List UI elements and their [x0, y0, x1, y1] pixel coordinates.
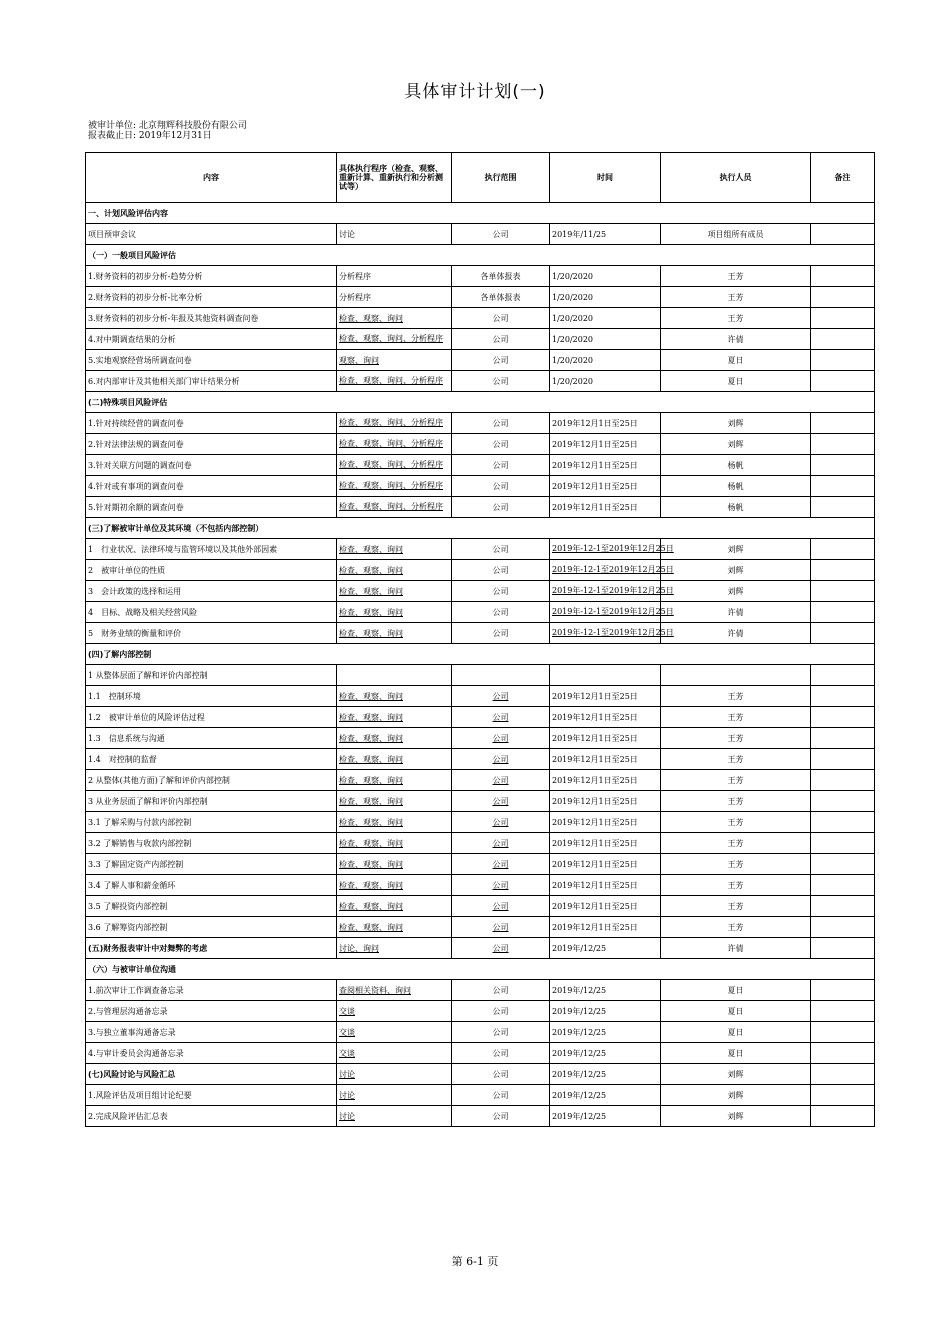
table-row: [86, 623, 875, 644]
cell-remark: [811, 350, 875, 371]
section-heading: (三)了解被审计单位及其环境（不包括内部控制）: [86, 518, 875, 539]
cell-time: 2019年12月1日至25日: [550, 812, 661, 833]
table-row: [86, 665, 875, 686]
cell-time: 2019年12月1日至25日: [550, 707, 661, 728]
cell-remark: [811, 434, 875, 455]
table-row: [86, 644, 875, 665]
cell-scope: 公司: [452, 1064, 550, 1085]
cell-procedure: 检查、观察、询问、分析程序: [337, 329, 452, 350]
cell-procedure: 检查、观察、询问、分析程序: [337, 434, 452, 455]
cell-time: 2019年/12/25: [550, 1064, 661, 1085]
cell-remark: [811, 1022, 875, 1043]
cell-remark: [811, 1064, 875, 1085]
cell-staff: 王芳: [661, 266, 811, 287]
cell-time: 1/20/2020: [550, 266, 661, 287]
cell-remark: [811, 224, 875, 245]
cell-scope: 公司: [452, 623, 550, 644]
cell-time: 2019年12月1日至25日: [550, 476, 661, 497]
cell-scope: 公司: [452, 980, 550, 1001]
table-row: [86, 938, 875, 959]
section-heading: 一、计划风险评估内容: [86, 203, 875, 224]
cell-content: 3.与独立董事沟通备忘录: [86, 1022, 337, 1043]
cell-scope: 公司: [452, 875, 550, 896]
cell-staff: 许倩: [661, 602, 811, 623]
cell-scope: 公司: [452, 434, 550, 455]
page-number: 第 6-1 页: [451, 1255, 499, 1268]
cell-content: 1.3 信息系统与沟通: [86, 728, 337, 749]
cell-content: 1.1 控制环境: [86, 686, 337, 707]
section-heading: (四)了解内部控制: [86, 644, 875, 665]
header-content: 内容: [86, 153, 337, 203]
cell-staff: 王芳: [661, 875, 811, 896]
cell-staff: 王芳: [661, 707, 811, 728]
cell-time: 2019年/11/25: [550, 224, 661, 245]
cell-scope: 各单体报表: [452, 287, 550, 308]
cell-staff: 王芳: [661, 749, 811, 770]
cell-content: 1 从整体层面了解和评价内部控制: [86, 665, 337, 686]
table-row: [86, 686, 875, 707]
table-row: [86, 266, 875, 287]
cell-remark: [811, 770, 875, 791]
cell-content: 2.完成风险评估汇总表: [86, 1106, 337, 1127]
table-row: [86, 413, 875, 434]
cell-staff: 王芳: [661, 791, 811, 812]
cell-procedure: 讨论: [337, 1064, 452, 1085]
cell-procedure: 检查、观察、询问: [337, 770, 452, 791]
cell-procedure: 检查、观察、询问: [337, 686, 452, 707]
cell-remark: [811, 1106, 875, 1127]
cell-scope: 公司: [452, 938, 550, 959]
cell-staff: 杨帆: [661, 455, 811, 476]
cell-procedure: 检查、观察、询问: [337, 728, 452, 749]
cell-staff: 王芳: [661, 854, 811, 875]
cell-scope: 公司: [452, 539, 550, 560]
cell-remark: [811, 266, 875, 287]
cell-staff: 夏日: [661, 980, 811, 1001]
cell-scope: 公司: [452, 812, 550, 833]
cell-procedure: 检查、观察、询问、分析程序: [337, 455, 452, 476]
cell-remark: [811, 938, 875, 959]
cell-time: 2019年12月1日至25日: [550, 875, 661, 896]
cell-content: 3.5 了解投资内部控制: [86, 896, 337, 917]
cell-content: 1.针对持续经营的调查问卷: [86, 413, 337, 434]
cell-scope: 公司: [452, 896, 550, 917]
cell-remark: [811, 308, 875, 329]
table-row: [86, 350, 875, 371]
cell-time: 2019年12月1日至25日: [550, 686, 661, 707]
cell-scope: 公司: [452, 455, 550, 476]
cell-procedure: 检查、观察、询问: [337, 812, 452, 833]
cell-time: 2019年12月1日至25日: [550, 497, 661, 518]
table-row: [86, 707, 875, 728]
cell-scope: 各单体报表: [452, 266, 550, 287]
cell-remark: [811, 602, 875, 623]
cell-remark: [811, 287, 875, 308]
cell-content: 4 目标、战略及相关经营风险: [86, 602, 337, 623]
audited-entity: 被审计单位: 北京翔辉科技股份有限公司: [88, 121, 247, 131]
cell-procedure: 查阅相关资料、询问: [337, 980, 452, 1001]
cell-remark: [811, 329, 875, 350]
cell-scope: 公司: [452, 728, 550, 749]
cell-time: 2019年/12/25: [550, 1022, 661, 1043]
cell-procedure: 检查、观察、询问: [337, 833, 452, 854]
cell-remark: [811, 854, 875, 875]
table-row: [86, 497, 875, 518]
audit-plan-table: [85, 152, 875, 1127]
table-row: [86, 791, 875, 812]
table-row: [86, 959, 875, 980]
cell-time: 2019年-12-1至2019年12月25日: [550, 581, 661, 602]
cell-staff: 夏日: [661, 1043, 811, 1064]
cell-remark: [811, 455, 875, 476]
cell-content: 3 会计政策的选择和运用: [86, 581, 337, 602]
cell-scope: 公司: [452, 560, 550, 581]
table-row: [86, 287, 875, 308]
document-meta: [88, 121, 247, 141]
cell-content: 5.针对期初余额的调查问卷: [86, 497, 337, 518]
table-row: [86, 749, 875, 770]
cell-scope: [452, 665, 550, 686]
cell-time: 2019年-12-1至2019年12月25日: [550, 623, 661, 644]
header-time: 时间: [550, 153, 661, 203]
cell-content: 4.针对或有事项的调查问卷: [86, 476, 337, 497]
table-row: [86, 875, 875, 896]
cell-content: 3.1 了解采购与付款内部控制: [86, 812, 337, 833]
cell-content: 5 财务业绩的衡量和评价: [86, 623, 337, 644]
table-body: [86, 203, 875, 1127]
table-row: [86, 455, 875, 476]
cell-content: 2.针对法律法规的调查问卷: [86, 434, 337, 455]
cell-remark: [811, 833, 875, 854]
table-row: [86, 476, 875, 497]
cell-procedure: 检查、观察、询问: [337, 308, 452, 329]
table-row: [86, 917, 875, 938]
table-row: [86, 539, 875, 560]
cell-staff: 王芳: [661, 287, 811, 308]
cell-procedure: 检查、观察、询问: [337, 581, 452, 602]
cell-time: 2019年12月1日至25日: [550, 854, 661, 875]
cell-scope: 公司: [452, 350, 550, 371]
table-row: [86, 1022, 875, 1043]
table-row: [86, 560, 875, 581]
cell-content: 3.2 了解销售与收款内部控制: [86, 833, 337, 854]
table-row: [86, 602, 875, 623]
table-row: [86, 833, 875, 854]
section-heading: (五)财务报表审计中对舞弊的考虑: [86, 938, 337, 959]
cell-time: 1/20/2020: [550, 371, 661, 392]
cell-content: 1.风险评估及项目组讨论纪要: [86, 1085, 337, 1106]
cell-staff: 刘辉: [661, 1085, 811, 1106]
header-remark: 备注: [811, 153, 875, 203]
cell-procedure: 讨论、询问: [337, 938, 452, 959]
cell-staff: 王芳: [661, 308, 811, 329]
section-heading: (七)风险讨论与风险汇总: [86, 1064, 337, 1085]
cell-procedure: 检查、观察、询问: [337, 896, 452, 917]
cell-procedure: 讨论: [337, 1085, 452, 1106]
cell-content: 2 从整体(其他方面)了解和评价内部控制: [86, 770, 337, 791]
cell-content: 5.实地观察经营场所调查问卷: [86, 350, 337, 371]
cell-remark: [811, 749, 875, 770]
cell-time: 2019年12月1日至25日: [550, 749, 661, 770]
cell-staff: 王芳: [661, 686, 811, 707]
table-row: [86, 1043, 875, 1064]
cell-procedure: 分析程序: [337, 266, 452, 287]
cell-content: 1 行业状况、法律环境与监管环境以及其他外部因素: [86, 539, 337, 560]
cell-procedure: 讨论: [337, 224, 452, 245]
cell-time: 2019年-12-1至2019年12月25日: [550, 602, 661, 623]
cell-staff: 项目组所有成员: [661, 224, 811, 245]
cell-staff: 杨帆: [661, 476, 811, 497]
cell-procedure: 检查、观察、询问: [337, 539, 452, 560]
cell-time: 2019年12月1日至25日: [550, 413, 661, 434]
cell-scope: 公司: [452, 476, 550, 497]
cell-staff: 王芳: [661, 833, 811, 854]
cell-time: 2019年12月1日至25日: [550, 896, 661, 917]
cell-procedure: 分析程序: [337, 287, 452, 308]
cell-staff: 王芳: [661, 917, 811, 938]
cell-staff: 刘辉: [661, 1106, 811, 1127]
cell-procedure: 交谈: [337, 1022, 452, 1043]
cell-content: 3.财务资料的初步分析-年报及其他资料调查问卷: [86, 308, 337, 329]
cell-scope: 公司: [452, 224, 550, 245]
cell-remark: [811, 917, 875, 938]
table-row: [86, 896, 875, 917]
table-row: [86, 1001, 875, 1022]
cell-staff: 王芳: [661, 770, 811, 791]
cell-remark: [811, 707, 875, 728]
cell-content: 4.与审计委员会沟通备忘录: [86, 1043, 337, 1064]
cell-procedure: 观察、询问: [337, 350, 452, 371]
cell-content: 1.4 对控制的监督: [86, 749, 337, 770]
table-row: [86, 224, 875, 245]
cell-staff: 刘辉: [661, 539, 811, 560]
cell-staff: 刘辉: [661, 560, 811, 581]
cell-procedure: 检查、观察、询问、分析程序: [337, 371, 452, 392]
table-row: [86, 812, 875, 833]
cell-staff: 刘辉: [661, 434, 811, 455]
cell-remark: [811, 875, 875, 896]
cell-remark: [811, 728, 875, 749]
cell-time: 2019年/12/25: [550, 1085, 661, 1106]
table-row: [86, 980, 875, 1001]
cell-time: 2019年12月1日至25日: [550, 833, 661, 854]
cell-content: 1.财务资料的初步分析-趋势分析: [86, 266, 337, 287]
cell-time: 1/20/2020: [550, 287, 661, 308]
cell-procedure: 检查、观察、询问: [337, 875, 452, 896]
cell-scope: 公司: [452, 707, 550, 728]
cell-staff: 夏日: [661, 371, 811, 392]
cell-remark: [811, 623, 875, 644]
cell-time: [550, 665, 661, 686]
cell-staff: 刘辉: [661, 581, 811, 602]
table-row: [86, 392, 875, 413]
header-scope: 执行范围: [452, 153, 550, 203]
cell-scope: 公司: [452, 581, 550, 602]
cell-staff: 许倩: [661, 329, 811, 350]
cell-remark: [811, 497, 875, 518]
cell-scope: 公司: [452, 791, 550, 812]
header-procedure: 具体执行程序（检查、观察、重新计算、重新执行和分析测试等）: [337, 153, 452, 203]
cell-staff: 刘辉: [661, 1064, 811, 1085]
cell-staff: 王芳: [661, 896, 811, 917]
cell-content: 3.6 了解筹资内部控制: [86, 917, 337, 938]
cell-content: 1.前次审计工作调查备忘录: [86, 980, 337, 1001]
table-row: [86, 1085, 875, 1106]
cell-procedure: 讨论: [337, 1106, 452, 1127]
table-header-row: [86, 153, 875, 203]
table-row: [86, 1106, 875, 1127]
cell-scope: 公司: [452, 917, 550, 938]
cell-staff: [661, 665, 811, 686]
cell-content: 2 被审计单位的性质: [86, 560, 337, 581]
cell-staff: 王芳: [661, 728, 811, 749]
cell-time: 1/20/2020: [550, 350, 661, 371]
cell-procedure: 检查、观察、询问: [337, 602, 452, 623]
cell-remark: [811, 539, 875, 560]
table-row: [86, 329, 875, 350]
header-staff: 执行人员: [661, 153, 811, 203]
cell-time: 2019年-12-1至2019年12月25日: [550, 539, 661, 560]
table-row: [86, 854, 875, 875]
cell-staff: 夏日: [661, 350, 811, 371]
cell-scope: 公司: [452, 686, 550, 707]
table-row: [86, 203, 875, 224]
table-row: [86, 1064, 875, 1085]
table-row: [86, 728, 875, 749]
cell-remark: [811, 560, 875, 581]
table-row: [86, 371, 875, 392]
cell-scope: 公司: [452, 602, 550, 623]
cell-procedure: 检查、观察、询问: [337, 707, 452, 728]
cell-scope: 公司: [452, 1085, 550, 1106]
cell-scope: 公司: [452, 770, 550, 791]
cell-scope: 公司: [452, 1001, 550, 1022]
cell-remark: [811, 476, 875, 497]
cell-time: 2019年12月1日至25日: [550, 728, 661, 749]
cell-scope: 公司: [452, 1022, 550, 1043]
cell-procedure: [337, 665, 452, 686]
cell-content: 项目预审会议: [86, 224, 337, 245]
cell-staff: 夏日: [661, 1022, 811, 1043]
cell-time: 2019年12月1日至25日: [550, 791, 661, 812]
cell-procedure: 检查、观察、询问、分析程序: [337, 413, 452, 434]
cell-content: 6.对内部审计及其他相关部门审计结果分析: [86, 371, 337, 392]
cell-procedure: 交谈: [337, 1043, 452, 1064]
cell-remark: [811, 581, 875, 602]
cell-time: 2019年/12/25: [550, 980, 661, 1001]
cell-content: 3 从业务层面了解和评价内部控制: [86, 791, 337, 812]
cell-procedure: 检查、观察、询问: [337, 560, 452, 581]
cell-scope: 公司: [452, 1106, 550, 1127]
cell-scope: 公司: [452, 833, 550, 854]
cell-remark: [811, 812, 875, 833]
cell-staff: 夏日: [661, 1001, 811, 1022]
cell-procedure: 检查、观察、询问、分析程序: [337, 476, 452, 497]
cell-remark: [811, 686, 875, 707]
report-date: 报表截止日: 2019年12月31日: [88, 131, 212, 141]
cell-remark: [811, 1001, 875, 1022]
cell-content: 2.财务资料的初步分析-比率分析: [86, 287, 337, 308]
cell-remark: [811, 896, 875, 917]
section-heading: （一）一般项目风险评估: [86, 245, 875, 266]
section-heading: （六）与被审计单位沟通: [86, 959, 875, 980]
cell-staff: 王芳: [661, 812, 811, 833]
cell-time: 1/20/2020: [550, 329, 661, 350]
cell-procedure: 检查、观察、询问: [337, 749, 452, 770]
cell-procedure: 交谈: [337, 1001, 452, 1022]
cell-scope: 公司: [452, 371, 550, 392]
cell-remark: [811, 413, 875, 434]
cell-procedure: 检查、观察、询问: [337, 623, 452, 644]
cell-time: 2019年/12/25: [550, 938, 661, 959]
cell-remark: [811, 1043, 875, 1064]
cell-staff: 许倩: [661, 938, 811, 959]
cell-scope: 公司: [452, 497, 550, 518]
cell-scope: 公司: [452, 329, 550, 350]
cell-procedure: 检查、观察、询问: [337, 791, 452, 812]
cell-staff: 刘辉: [661, 413, 811, 434]
table-row: [86, 308, 875, 329]
cell-time: 2019年/12/25: [550, 1043, 661, 1064]
cell-time: 2019年-12-1至2019年12月25日: [550, 560, 661, 581]
table-row: [86, 770, 875, 791]
cell-content: 4.对中期调查结果的分析: [86, 329, 337, 350]
cell-time: 2019年/12/25: [550, 1106, 661, 1127]
cell-time: 2019年12月1日至25日: [550, 917, 661, 938]
cell-scope: 公司: [452, 413, 550, 434]
cell-staff: 杨帆: [661, 497, 811, 518]
cell-time: 1/20/2020: [550, 308, 661, 329]
cell-time: 2019年12月1日至25日: [550, 455, 661, 476]
cell-procedure: 检查、观察、询问: [337, 854, 452, 875]
cell-content: 3.4 了解人事和薪金循环: [86, 875, 337, 896]
table-row: [86, 581, 875, 602]
cell-content: 3.3 了解固定资产内部控制: [86, 854, 337, 875]
cell-scope: 公司: [452, 749, 550, 770]
page-title: 具体审计计划(一): [404, 82, 546, 102]
table-row: [86, 245, 875, 266]
table-row: [86, 518, 875, 539]
cell-staff: 许倩: [661, 623, 811, 644]
table-row: [86, 434, 875, 455]
cell-remark: [811, 371, 875, 392]
cell-procedure: 检查、观察、询问: [337, 917, 452, 938]
cell-remark: [811, 1085, 875, 1106]
cell-time: 2019年/12/25: [550, 1001, 661, 1022]
cell-remark: [811, 791, 875, 812]
cell-scope: 公司: [452, 1043, 550, 1064]
cell-remark: [811, 665, 875, 686]
cell-content: 1.2 被审计单位的风险评估过程: [86, 707, 337, 728]
section-heading: (二)特殊项目风险评估: [86, 392, 875, 413]
cell-scope: 公司: [452, 308, 550, 329]
cell-remark: [811, 980, 875, 1001]
cell-scope: 公司: [452, 854, 550, 875]
cell-procedure: 检查、观察、询问、分析程序: [337, 497, 452, 518]
cell-content: 2.与管理层沟通备忘录: [86, 1001, 337, 1022]
cell-time: 2019年12月1日至25日: [550, 434, 661, 455]
cell-content: 3.针对关联方问题的调查问卷: [86, 455, 337, 476]
cell-time: 2019年12月1日至25日: [550, 770, 661, 791]
